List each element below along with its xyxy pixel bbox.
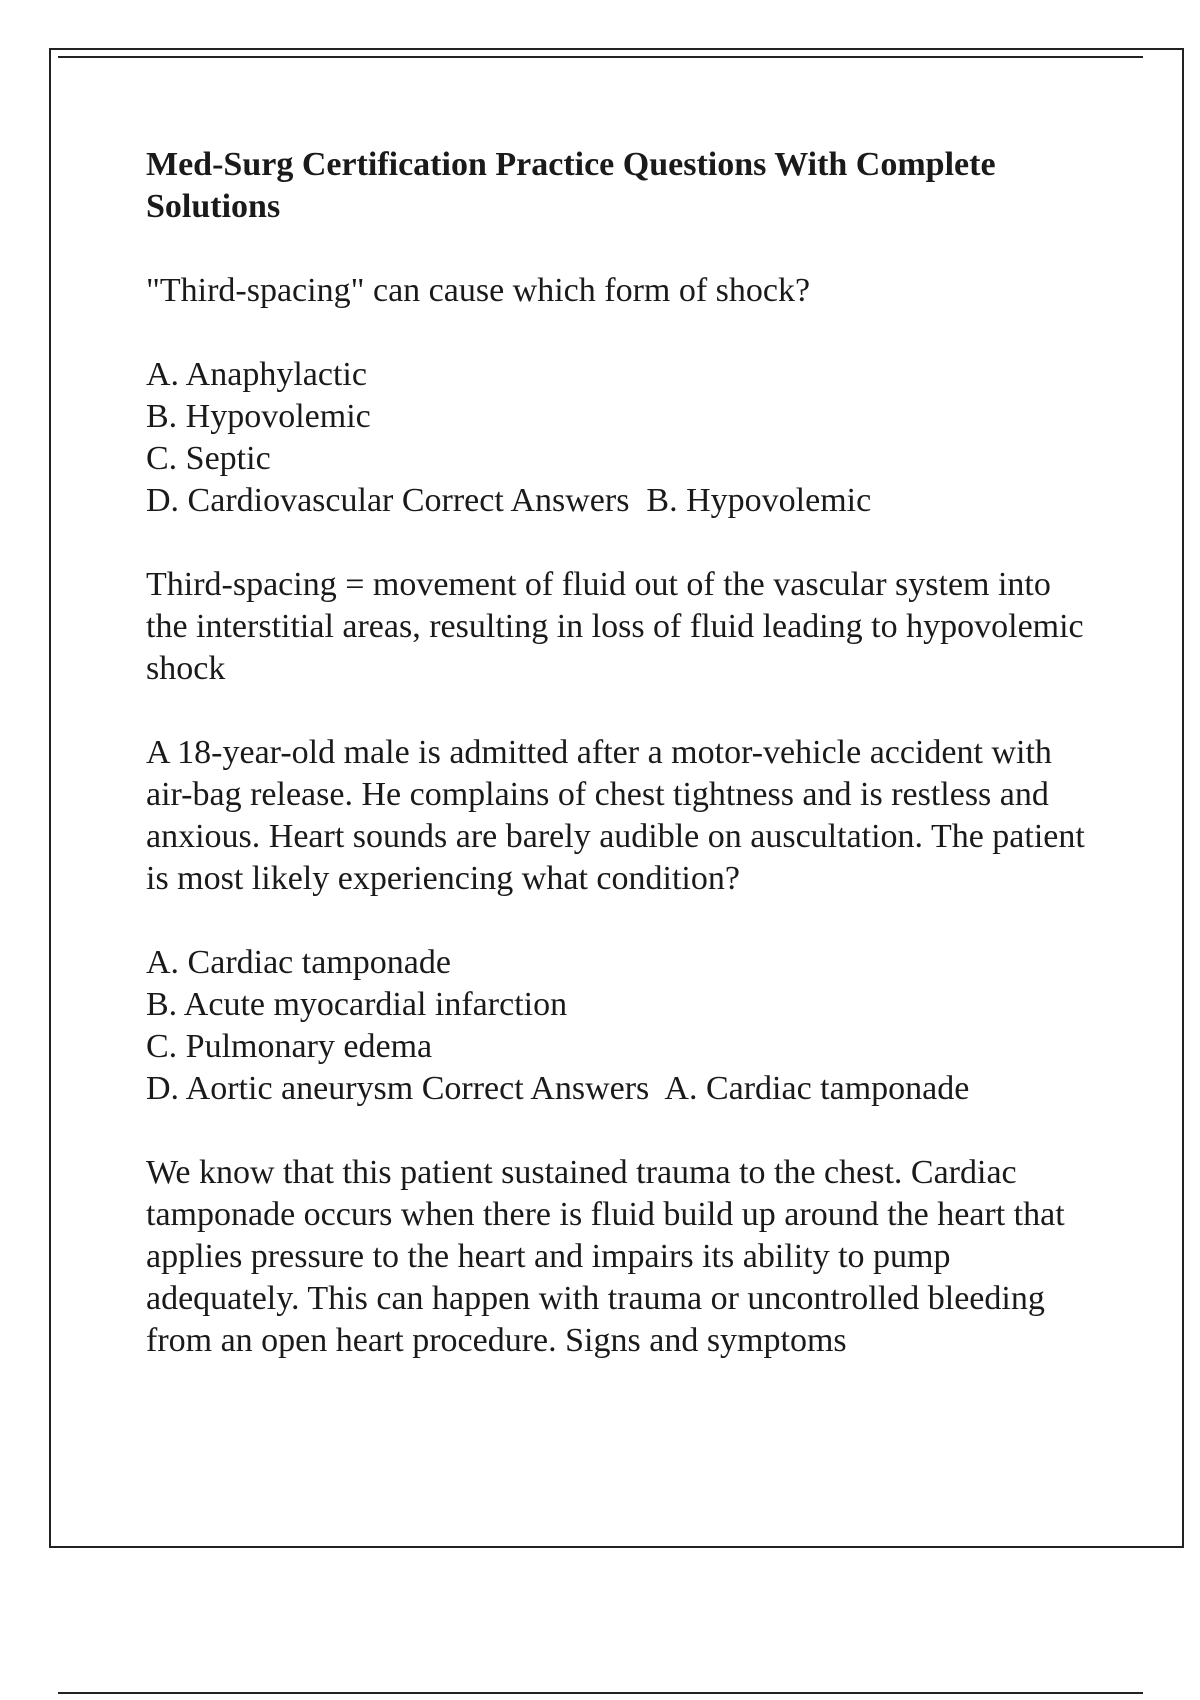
document-body bbox=[146, 144, 1096, 1404]
question-2-option-b: B. Acute myocardial infarction bbox=[146, 986, 568, 1023]
question-2-explanation: We know that this patient sustained trauma to the chest. Cardiac tamponade occurs when there is fluid build up around the heart that applies pressure to the heart and impairs its ability to pump adequately. This can happen with trauma or uncontrolled bleeding from an open heart procedure. Signs and symptoms bbox=[146, 1154, 1065, 1359]
question-2-option-d-with-answer: D. Aortic aneurysm Correct Answers A. Cardiac tamponade bbox=[146, 1070, 970, 1107]
footer-rule bbox=[58, 1692, 1143, 1694]
question-1-options bbox=[146, 354, 1096, 522]
question-2-option-a: A. Cardiac tamponade bbox=[146, 944, 451, 981]
document-title: Med-Surg Certification Practice Questions With Complete Solutions bbox=[146, 146, 996, 225]
question-1-option-b: B. Hypovolemic bbox=[146, 398, 371, 435]
question-2-option-c: C. Pulmonary edema bbox=[146, 1028, 433, 1065]
question-1-text: "Third-spacing" can cause which form of shock? bbox=[146, 272, 811, 309]
header-rule bbox=[58, 56, 1143, 58]
question-2-text: A 18-year-old male is admitted after a motor-vehicle accident with air-bag release. He complains of chest tightness and is restless and anxious. Heart sounds are barely audible on auscultation. The patient is most likely experiencing what condition? bbox=[146, 734, 1085, 897]
question-1-explanation: Third-spacing = movement of fluid out of the vascular system into the interstitial areas, resulting in loss of fluid leading to hypovolemic shock bbox=[146, 566, 1084, 687]
question-1-option-c: C. Septic bbox=[146, 440, 271, 477]
question-2-options bbox=[146, 942, 1096, 1110]
question-1-option-d-with-answer: D. Cardiovascular Correct Answers B. Hypovolemic bbox=[146, 482, 872, 519]
question-1-option-a: A. Anaphylactic bbox=[146, 356, 367, 393]
